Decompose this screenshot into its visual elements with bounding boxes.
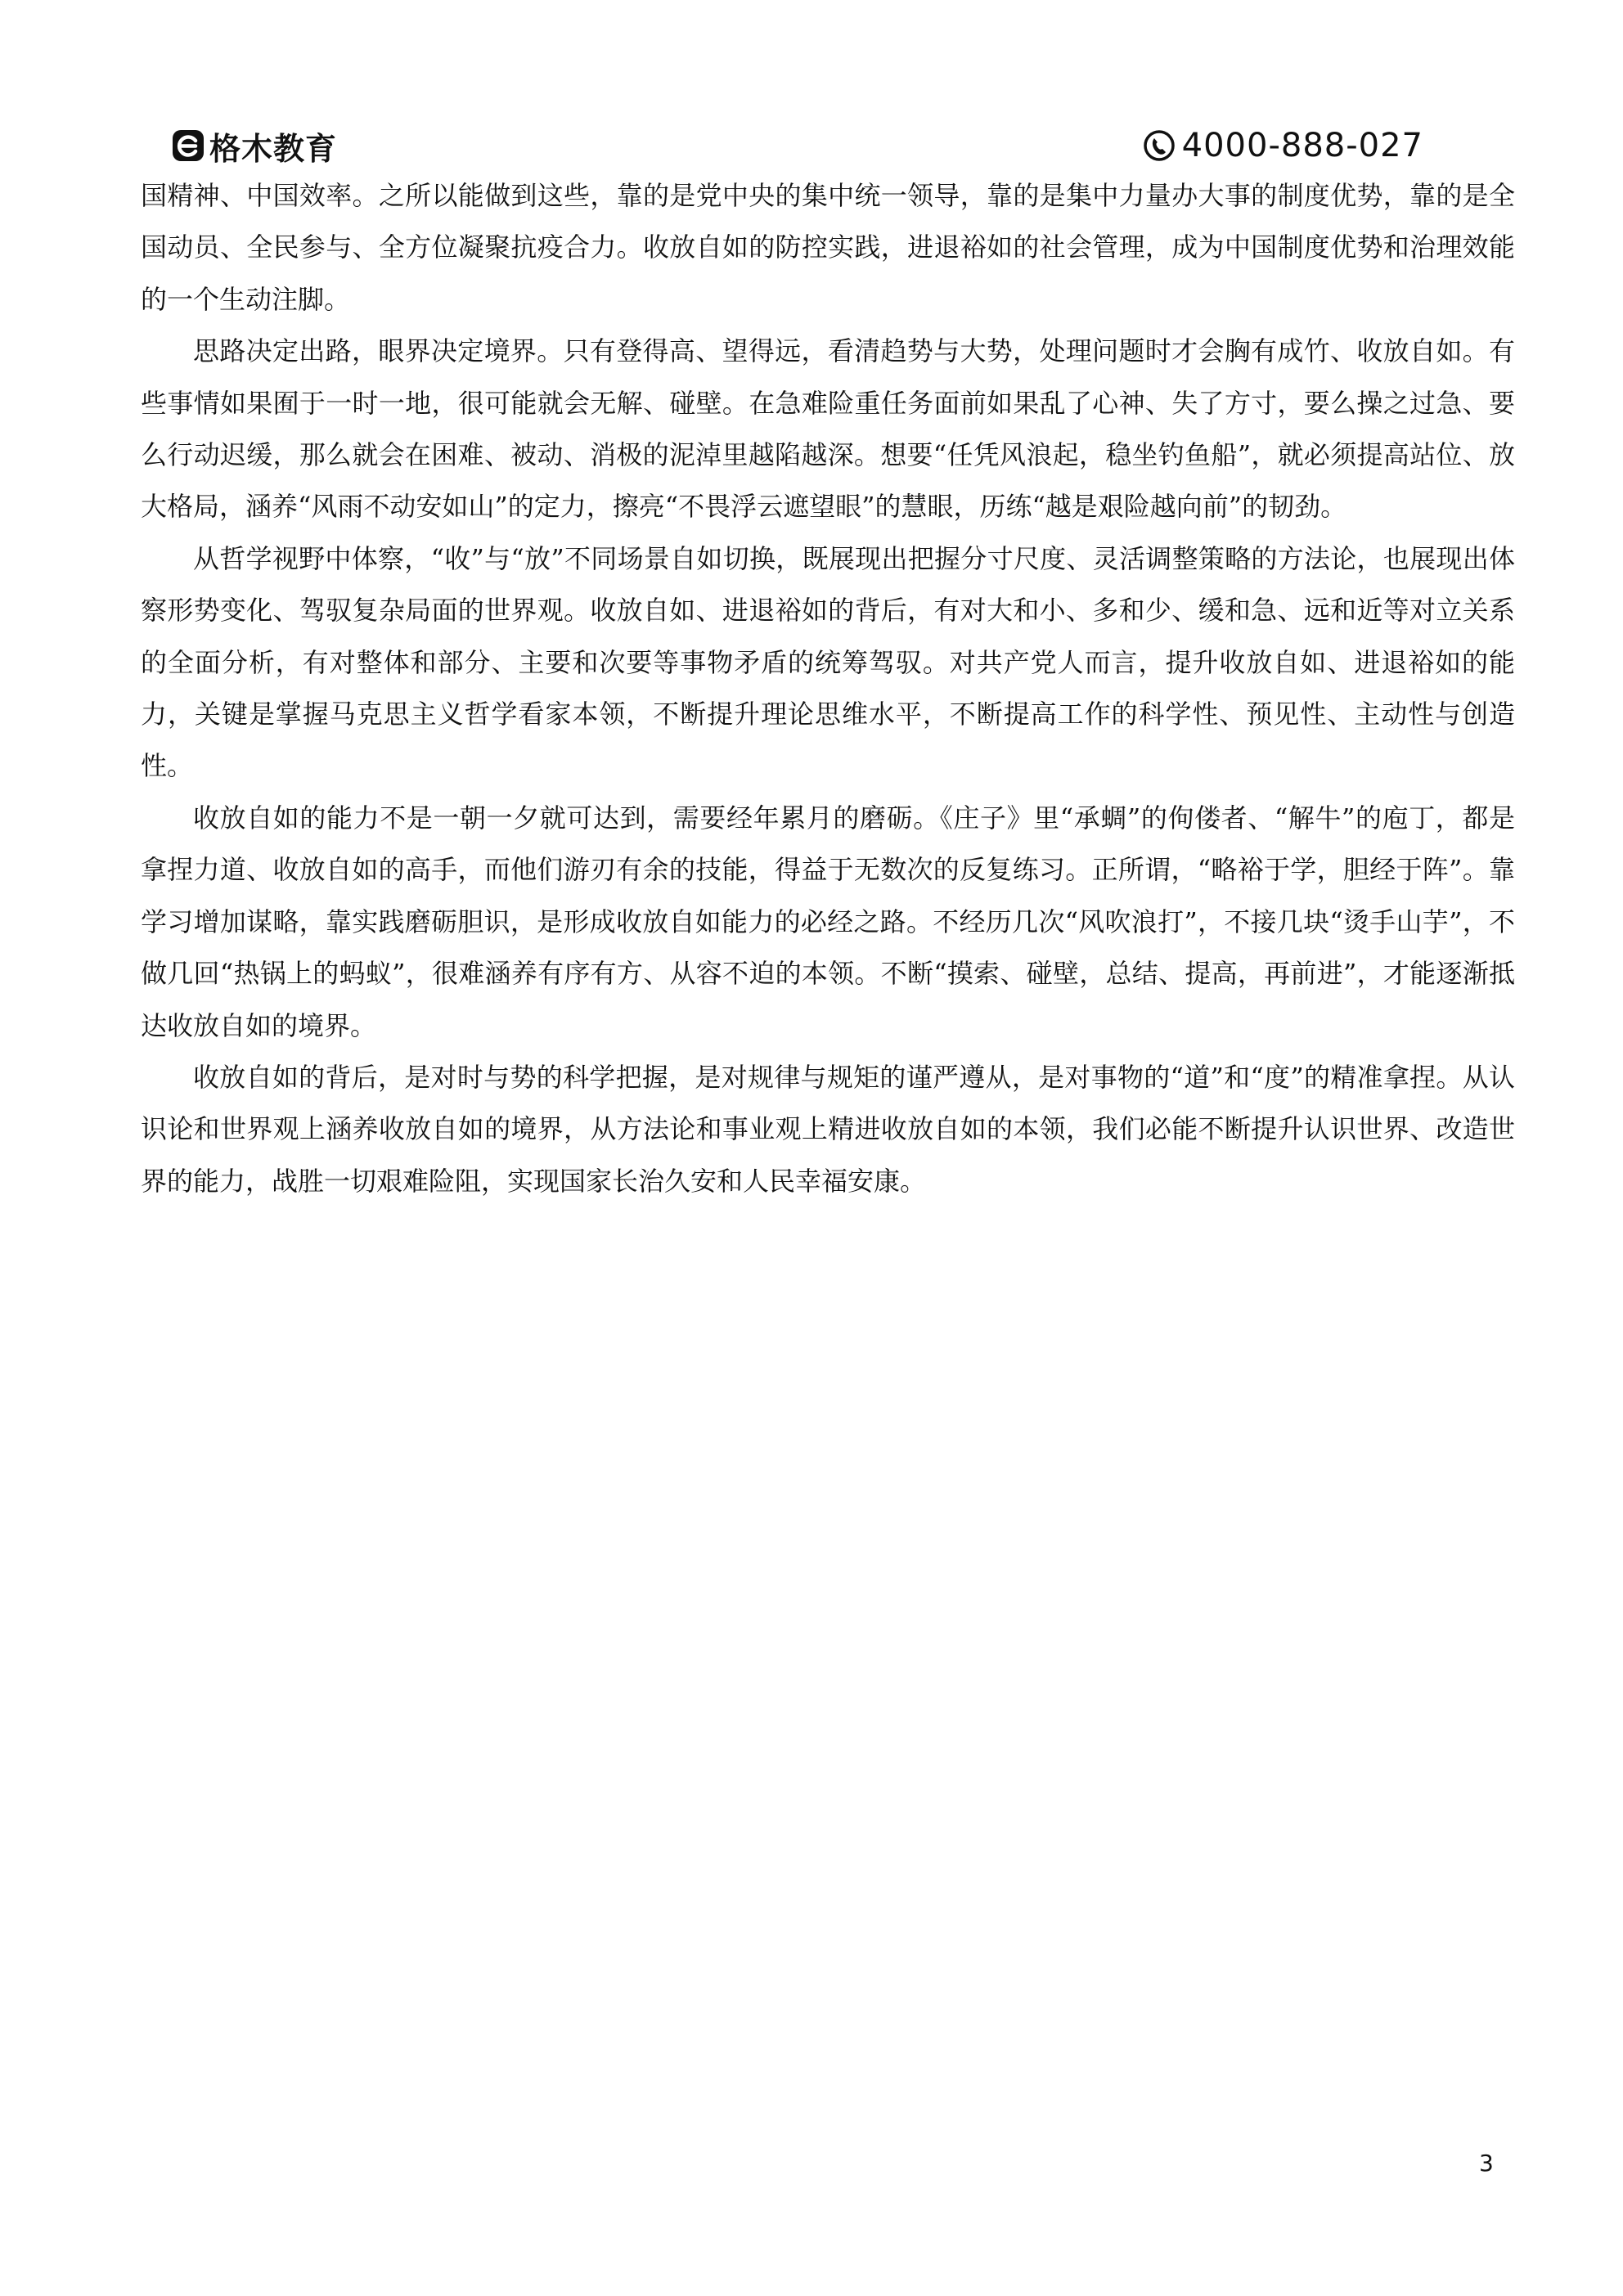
hotline [1143, 123, 1423, 168]
hotline-number: 4000-888-027 [1181, 127, 1423, 164]
brand-name: 格木教育 [209, 130, 338, 167]
brand [172, 123, 337, 168]
paragraph: 收放自如的能力不是一朝一夕就可达到，需要经年累月的磨砺。《庄子》里“承蜩”的佝偻者、“解牛”的庖丁，都是拿捏力道、收放自如的高手，而他们游刃有余的技能，得益于无数次的反复练习。正所谓，“略裕于学，胆经于阵”。靠学习增加谋略，靠实践磨砺胆识，是形成收放自如能力的必经之路。不经历几次“风吹浪打”，不接几块“烫手山芋”，不做几回“热锅上的蚂蚁”，很难涵养有序有方、从容不迫的本领。不断“摸索、碰壁，总结、提高，再前进”，才能逐渐抵达收放自如的境界。 [141, 802, 1515, 1041]
paragraph: 从哲学视野中体察，“收”与“放”不同场景自如切换，既展现出把握分寸尺度、灵活调整策略的方法论，也展现出体察形势变化、驾驭复杂局面的世界观。收放自如、进退裕如的背后，有对大和小、多和少、缓和急、远和近等对立关系的全面分析，有对整体和部分、主要和次要等事物矛盾的统筹驾驭。对共产党人而言，提升收放自如、进退裕如的能力，关键是掌握马克思主义哲学看家本领，不断提升理论思维水平，不断提高工作的科学性、预见性、主动性与创造性。 [141, 542, 1515, 782]
article-body [141, 170, 1515, 1207]
brand-logo-icon [172, 129, 205, 162]
paragraph: 国精神、中国效率。之所以能做到这些，靠的是党中央的集中统一领导，靠的是集中力量办大事的制度优势，靠的是全国动员、全民参与、全方位凝聚抗疫合力。收放自如的防控实践，进退裕如的社会管理，成为中国制度优势和治理效能的一个生动注脚。 [141, 180, 1515, 315]
phone-icon [1143, 129, 1176, 162]
page-header [172, 123, 1423, 168]
paragraph: 思路决定出路，眼界决定境界。只有登得高、望得远，看清趋势与大势，处理问题时才会胸有成竹、收放自如。有些事情如果囿于一时一地，很可能就会无解、碰壁。在急难险重任务面前如果乱了心神、失了方寸，要么操之过急、要么行动迟缓，那么就会在困难、被动、消极的泥淖里越陷越深。想要“任凭风浪起，稳坐钓鱼船”，就必须提高站位、放大格局，涵养“风雨不动安如山”的定力，擦亮“不畏浮云遮望眼”的慧眼，历练“越是艰险越向前”的韧劲。 [141, 335, 1515, 523]
paragraph: 收放自如的背后，是对时与势的科学把握，是对规律与规矩的谨严遵从，是对事物的“道”和“度”的精准拿捏。从认识论和世界观上涵养收放自如的境界，从方法论和事业观上精进收放自如的本领，我们必能不断提升认识世界、改造世界的能力，战胜一切艰难险阻，实现国家长治久安和人民幸福安康。 [141, 1061, 1515, 1197]
page-number: 3 [1479, 2150, 1494, 2177]
